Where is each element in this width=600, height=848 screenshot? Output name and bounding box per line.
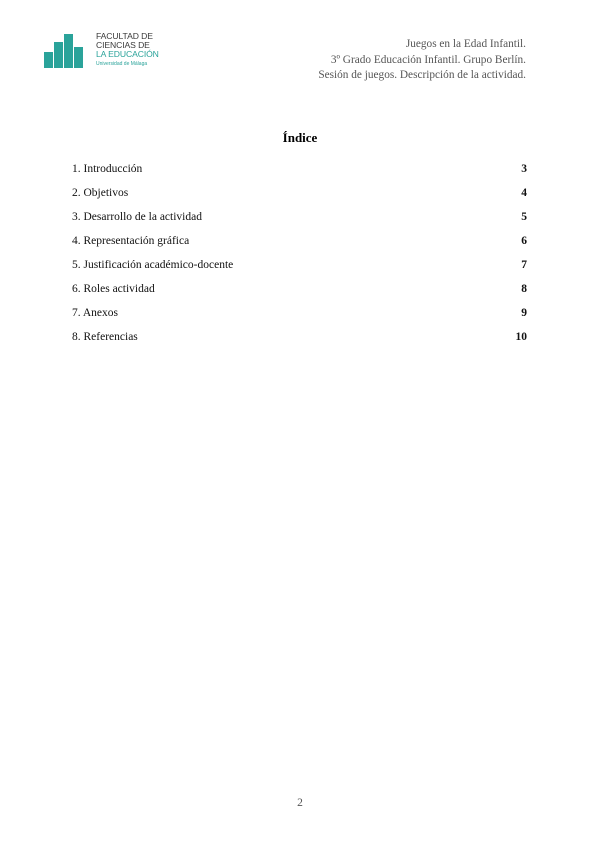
logo-line-1: FACULTAD DE (96, 31, 153, 41)
toc-item-label: 1. Introducción (72, 163, 143, 175)
logo-line-2: CIENCIAS DE (96, 40, 150, 50)
logo-subtitle: Universidad de Málaga (96, 61, 148, 67)
header-line-3: Sesión de juegos. Descripción de la actividad. (318, 69, 526, 81)
toc-item-page: 9 (521, 307, 527, 319)
toc-item[interactable] (72, 325, 527, 349)
header-line-2: 3º Grado Educación Infantil. Grupo Berlín. (330, 53, 526, 66)
logo-line-3: LA EDUCACIÓN (96, 49, 159, 59)
toc-item-page: 6 (521, 235, 527, 247)
toc-item[interactable] (72, 157, 527, 181)
toc-item-page: 3 (521, 163, 527, 175)
toc-item-label: 8. Referencias (72, 331, 138, 343)
toc-item-page: 10 (515, 331, 527, 343)
faculty-logo (44, 32, 174, 72)
toc-item-label: 3. Desarrollo de la actividad (72, 211, 202, 223)
header-line-1: Juegos en la Edad Infantil. (405, 38, 526, 50)
toc-item-label: 2. Objetivos (72, 187, 129, 199)
table-of-contents (72, 157, 527, 349)
toc-item-page: 8 (521, 283, 527, 295)
toc-item-page: 7 (521, 259, 527, 271)
toc-item-label: 4. Representación gráfica (72, 235, 190, 247)
toc-item-page: 4 (521, 187, 527, 199)
toc-item[interactable] (72, 277, 527, 301)
page-number: 2 (297, 797, 303, 809)
toc-item[interactable] (72, 205, 527, 229)
toc-item[interactable] (72, 229, 527, 253)
faculty-logo-icon (44, 34, 88, 68)
toc-item-page: 5 (521, 211, 527, 223)
toc-item-label: 5. Justificación académico-docente (72, 259, 234, 271)
toc-title: Índice (282, 130, 318, 145)
toc-item[interactable] (72, 181, 527, 205)
toc-item-label: 7. Anexos (72, 307, 118, 319)
toc-item[interactable] (72, 301, 527, 325)
toc-item-label: 6. Roles actividad (72, 283, 155, 295)
toc-item[interactable] (72, 253, 527, 277)
document-header (318, 37, 526, 84)
faculty-logo-text (96, 32, 159, 67)
